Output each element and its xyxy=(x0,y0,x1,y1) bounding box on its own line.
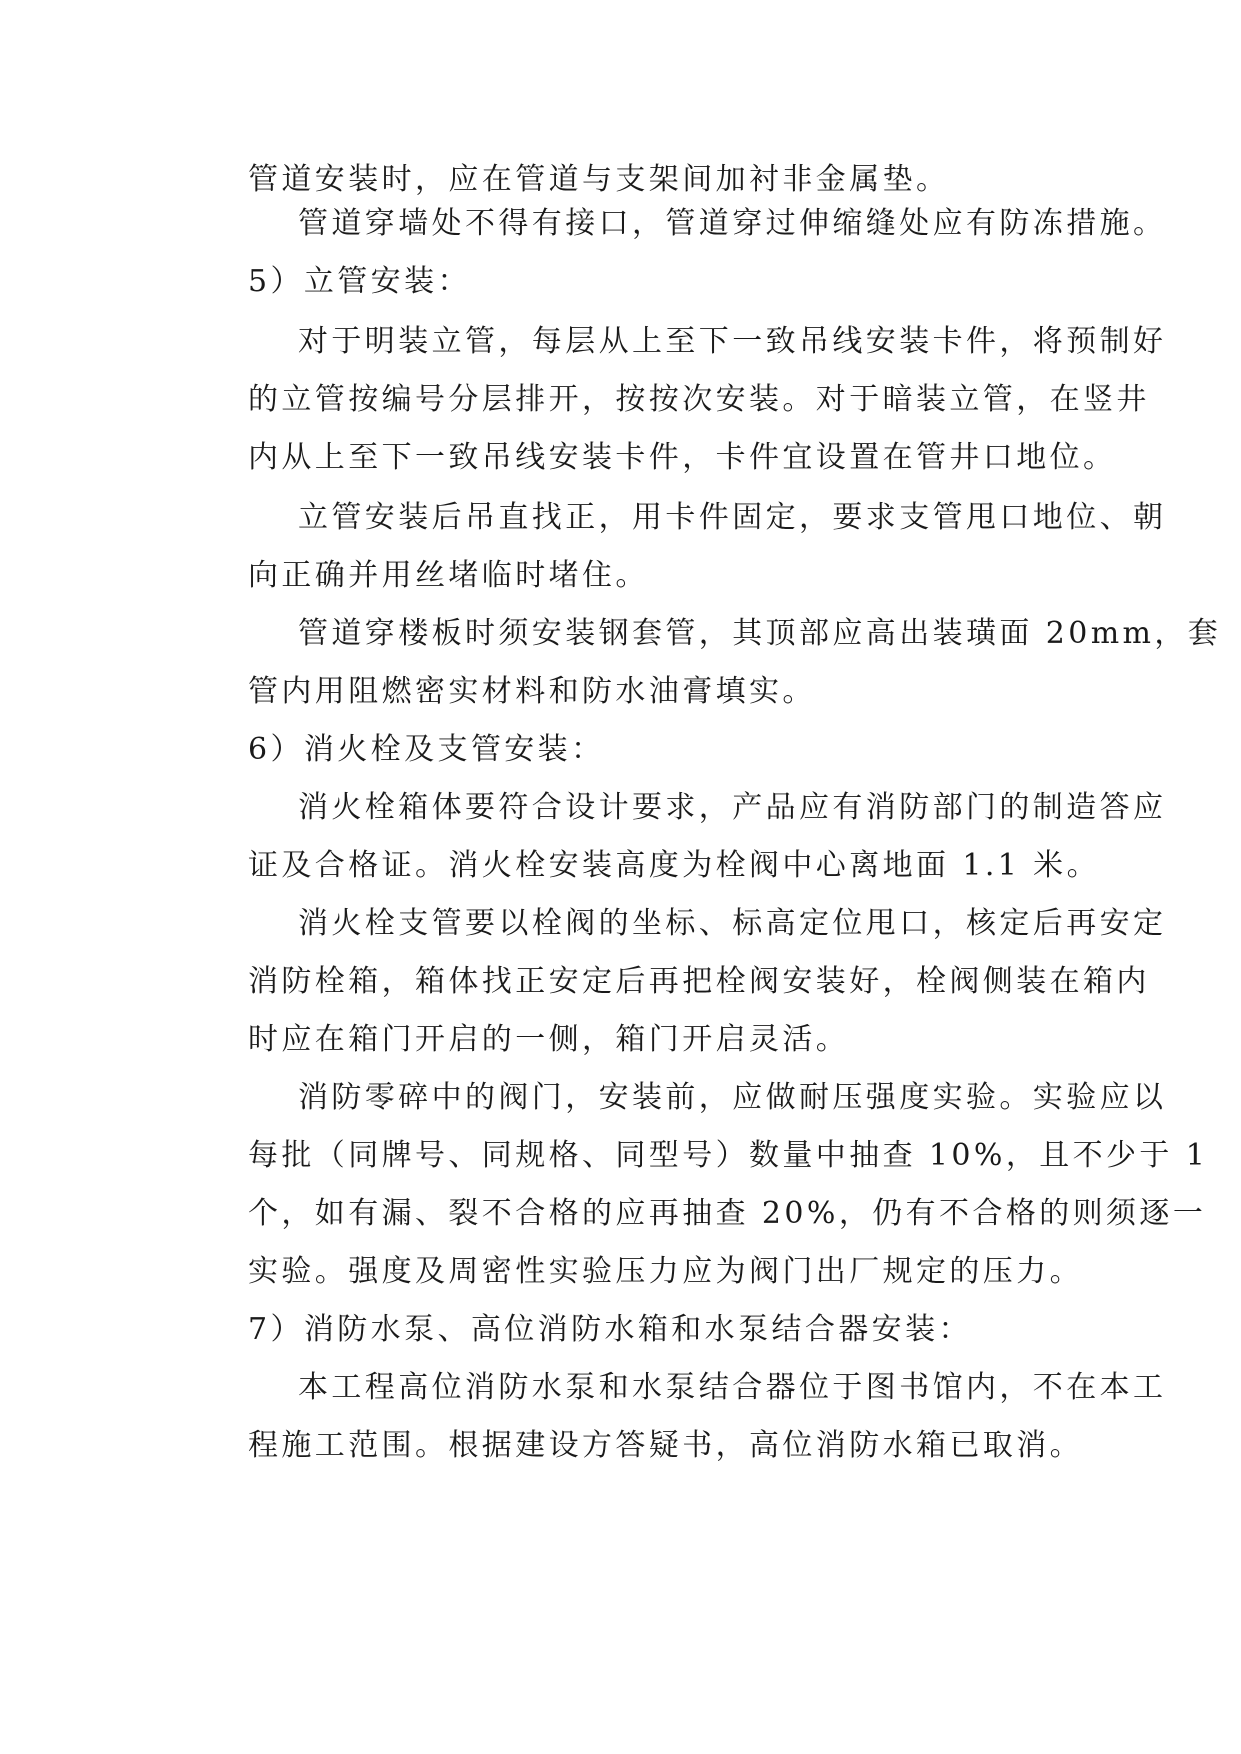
paragraph-line: 实验。强度及周密性实验压力应为阀门出厂规定的压力。 xyxy=(248,1254,1083,1289)
paragraph-line: 程施工范围。根据建设方答疑书，高位消防水箱已取消。 xyxy=(248,1428,1083,1463)
paragraph-line: 消火栓支管要以栓阀的坐标、标高定位甩口，核定后再安定 xyxy=(298,906,1167,941)
paragraph-line: 管道穿墙处不得有接口，管道穿过伸缩缝处应有防冻措施。 xyxy=(298,206,1167,241)
paragraph-line: 向正确并用丝堵临时堵住。 xyxy=(248,558,649,593)
paragraph-line: 证及合格证。消火栓安装高度为栓阀中心离地面 1.1 米。 xyxy=(248,848,1100,883)
section-heading: 7）消防水泵、高位消防水箱和水泵结合器安装： xyxy=(248,1312,972,1347)
paragraph-line: 管道安装时，应在管道与支架间加衬非金属垫。 xyxy=(248,162,950,197)
paragraph-line: 的立管按编号分层排开，按按次安装。对于暗装立管，在竖井 xyxy=(248,382,1150,417)
paragraph-line: 消防栓箱，箱体找正安定后再把栓阀安装好，栓阀侧装在箱内 xyxy=(248,964,1150,999)
paragraph-line: 消火栓箱体要符合设计要求，产品应有消防部门的制造答应 xyxy=(298,790,1167,825)
section-heading: 5）立管安装： xyxy=(248,264,471,299)
paragraph-line: 管内用阻燃密实材料和防水油膏填实。 xyxy=(248,674,816,709)
paragraph-line: 管道穿楼板时须安装钢套管，其顶部应高出装璜面 20mm，套 xyxy=(298,616,1222,651)
paragraph-line: 时应在箱门开启的一侧，箱门开启灵活。 xyxy=(248,1022,850,1057)
paragraph-line: 个，如有漏、裂不合格的应再抽查 20%，仍有不合格的则须逐一 xyxy=(248,1196,1207,1231)
paragraph-line: 内从上至下一致吊线安装卡件，卡件宜设置在管井口地位。 xyxy=(248,440,1117,475)
paragraph-line: 对于明装立管，每层从上至下一致吊线安装卡件，将预制好 xyxy=(298,324,1167,359)
paragraph-line: 本工程高位消防水泵和水泵结合器位于图书馆内，不在本工 xyxy=(298,1370,1167,1405)
paragraph-line: 消防零碎中的阀门，安装前，应做耐压强度实验。实验应以 xyxy=(298,1080,1167,1115)
paragraph-line: 立管安装后吊直找正，用卡件固定，要求支管甩口地位、朝 xyxy=(298,500,1167,535)
paragraph-line: 每批（同牌号、同规格、同型号）数量中抽查 10%，且不少于 1 xyxy=(248,1138,1209,1173)
section-heading: 6）消火栓及支管安装： xyxy=(248,732,605,767)
